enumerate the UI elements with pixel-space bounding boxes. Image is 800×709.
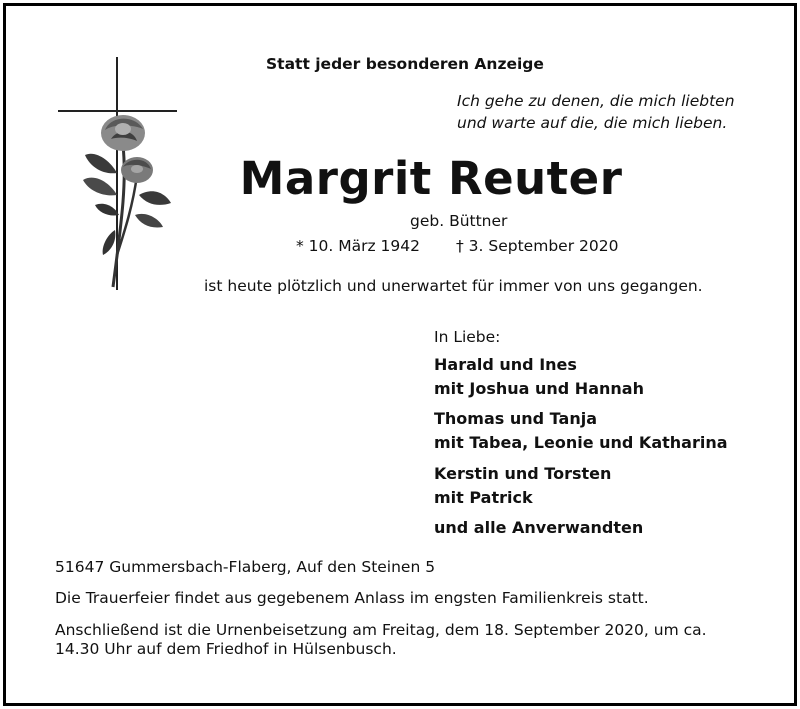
quote-line-2: und warte auf die, die mich lieben. <box>457 114 728 132</box>
header-text: Statt jeder besonderen Anzeige <box>266 55 544 73</box>
address: 51647 Gummersbach-Flaberg, Auf den Steinen 5 <box>55 558 436 576</box>
birth-date: * 10. März 1942 <box>296 237 421 255</box>
burial-info-line-1: Anschließend ist die Urnenbeisetzung am Freitag, dem 18. September 2020, um ca. <box>55 621 707 639</box>
family-line: mit Tabea, Leonie und Katharina <box>434 433 728 452</box>
death-notice: ist heute plötzlich und unerwartet für immer von uns gegangen. <box>204 277 703 295</box>
family-line: Kerstin und Torsten <box>434 464 612 483</box>
burial-info-line-2: 14.30 Uhr auf dem Friedhof in Hülsenbusch. <box>55 640 397 658</box>
deceased-name: Margrit Reuter <box>239 152 623 205</box>
family-line: Thomas und Tanja <box>434 409 597 428</box>
birth-name: geb. Büttner <box>410 212 508 230</box>
family-line: Harald und Ines <box>434 355 577 374</box>
death-date: † 3. September 2020 <box>456 237 619 255</box>
quote-line-1: Ich gehe zu denen, die mich liebten <box>457 92 735 110</box>
love-intro: In Liebe: <box>434 328 501 346</box>
family-line: mit Joshua und Hannah <box>434 379 644 398</box>
family-line: mit Patrick <box>434 488 533 507</box>
family-line: und alle Anverwandten <box>434 518 644 537</box>
funeral-info: Die Trauerfeier findet aus gegebenem Anlass im engsten Familienkreis statt. <box>55 589 649 607</box>
